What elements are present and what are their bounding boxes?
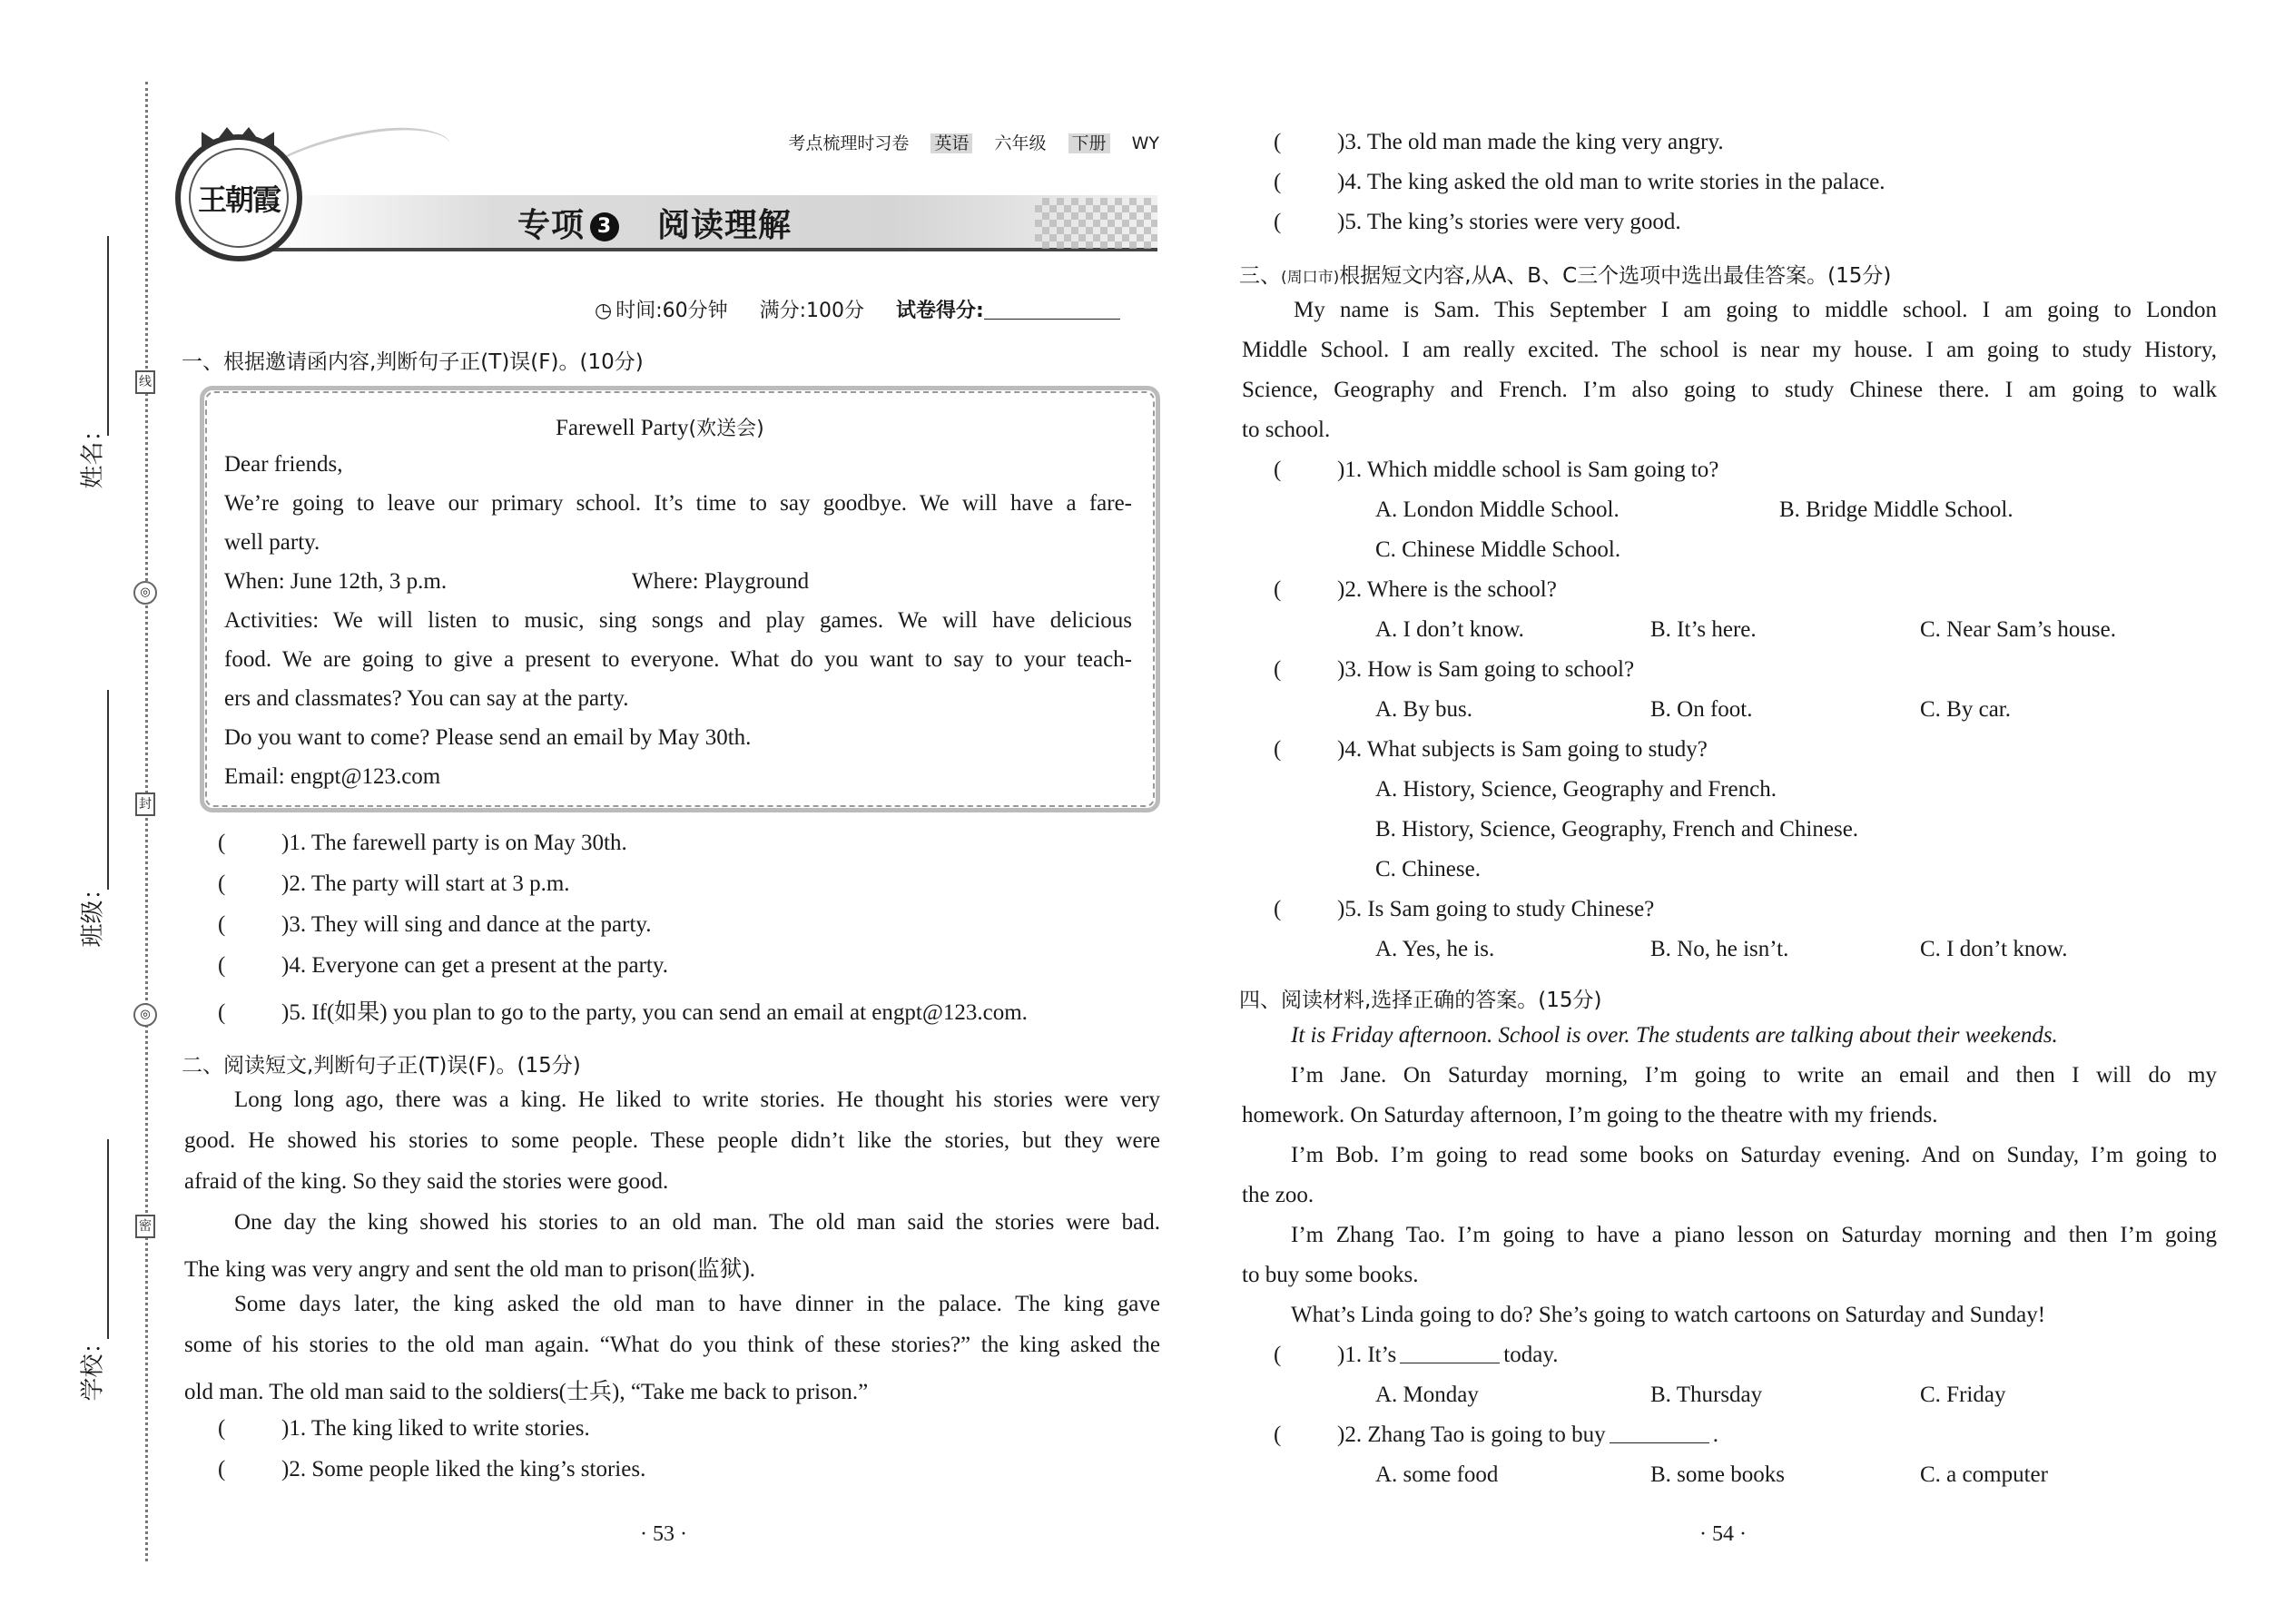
bind-mark-mi: 密 — [135, 1215, 155, 1238]
title-main: 阅读理解 — [657, 207, 793, 244]
s1-question[interactable]: ( )1. The farewell party is on May 30th. — [218, 831, 627, 855]
page-number-left: · 53 · — [640, 1522, 687, 1546]
s3-option[interactable]: A. London Middle School. — [1375, 497, 1620, 522]
s3-question[interactable]: ( )1. Which middle school is Sam going to? — [1274, 458, 1719, 482]
s2-question[interactable]: ( )4. The king asked the old man to write stories in the palace. — [1274, 170, 1885, 194]
swirl-icon: ◎ — [133, 581, 157, 605]
section2-heading: 二、阅读短文,判断句子正(T)误(F)。(15分) — [182, 1054, 581, 1078]
section4-heading: 四、阅读材料,选择正确的答案。(15分) — [1239, 989, 1602, 1012]
s3-paragraph-line: Middle School. I am really excited. The school is near my house. I am going to study History, — [1242, 338, 2217, 362]
brand-logo — [175, 134, 302, 261]
invite-line: Activities: We will listen to music, sing songs and play games. We will have delicious — [224, 608, 1132, 633]
invite-where: Where: Playground — [632, 569, 810, 594]
s2-paragraph-line: old man. The old man said to the soldiers(士兵), “Take me back to prison.” — [184, 1380, 869, 1404]
s2-paragraph-line: One day the king showed his stories to an old man. The old man said the stories were bad. — [234, 1210, 1160, 1235]
s1-question[interactable]: ( )2. The party will start at 3 p.m. — [218, 871, 570, 896]
s4-paragraph-line: homework. On Saturday afternoon, I’m going to the theatre with my friends. — [1242, 1103, 1938, 1127]
s3-paragraph-line: to school. — [1242, 418, 1331, 442]
s4-option[interactable]: B. Thursday — [1650, 1383, 1763, 1407]
s1-question[interactable]: ( )4. Everyone can get a present at the party. — [218, 953, 668, 978]
s4-paragraph-line: I’m Bob. I’m going to read some books on Saturday evening. And on Sunday, I’m going to — [1291, 1143, 2217, 1167]
s2-question[interactable]: ( )1. The king liked to write stories. — [218, 1416, 590, 1441]
s4-question[interactable]: ( )2. Zhang Tao is going to buy . — [1274, 1422, 1718, 1447]
s4-option[interactable]: C. Friday — [1920, 1383, 2006, 1407]
s2-paragraph-line: Some days later, the king asked the old man to have dinner in the palace. The king gave — [234, 1292, 1160, 1316]
s4-paragraph-line: I’m Jane. On Saturday morning, I’m going to write an email and then I will do my — [1291, 1063, 2217, 1088]
logo-text: 王朝霞 — [189, 148, 289, 248]
s3-question[interactable]: ( )3. How is Sam going to school? — [1274, 657, 1635, 682]
title-number: 3 — [590, 212, 619, 241]
s4-option[interactable]: B. some books — [1650, 1462, 1785, 1487]
s3-question[interactable]: ( )5. Is Sam going to study Chinese? — [1274, 897, 1655, 921]
s3-option[interactable]: B. On foot. — [1650, 697, 1753, 722]
edition: WY — [1131, 133, 1159, 153]
banner-checker-pattern — [1035, 198, 1157, 249]
s2-question[interactable]: ( )2. Some people liked the king’s stories. — [218, 1457, 646, 1481]
s2-paragraph-line: some of his stories to the old man again. “What do you think of these stories?” the king asked the — [184, 1333, 1160, 1357]
s3-paragraph-line: Science, Geography and French. I’m also going to study Chinese there. I am going to walk — [1242, 378, 2217, 402]
score-blank[interactable] — [984, 319, 1120, 320]
s4-intro: It is Friday afternoon. School is over. The students are talking about their weekends. — [1291, 1023, 2058, 1048]
s4-paragraph-line: I’m Zhang Tao. I’m going to have a piano lesson on Saturday morning and then I’m going — [1291, 1223, 2217, 1247]
page-number-right: · 54 · — [1699, 1522, 1747, 1546]
s2-question[interactable]: ( )5. The king’s stories were very good. — [1274, 210, 1681, 234]
subject-tag: 英语 — [930, 133, 972, 153]
school-underline — [107, 1139, 109, 1339]
score-label: 试卷得分: — [896, 300, 984, 322]
series-line — [772, 130, 1159, 154]
s4-option[interactable]: A. Monday — [1375, 1383, 1479, 1407]
s3-option[interactable]: C. Chinese Middle School. — [1375, 537, 1621, 562]
time-limit: 时间:60分钟 — [615, 300, 728, 322]
s2-paragraph-line: afraid of the king. So they said the stories were good. — [184, 1169, 669, 1194]
name-label: 姓名： — [79, 418, 107, 489]
bind-mark-feng: 封 — [135, 792, 155, 816]
s3-option[interactable]: B. Bridge Middle School. — [1779, 497, 2013, 522]
invite-when: When: June 12th, 3 p.m. — [224, 569, 448, 594]
invite-line: well party. — [224, 530, 320, 555]
s4-option[interactable]: C. a computer — [1920, 1462, 2048, 1487]
s1-question[interactable]: ( )5. If(如果) you plan to go to the party, you can send an email at engpt@123.com. — [218, 1000, 1028, 1025]
s3-paragraph-line: My name is Sam. This September I am going to middle school. I am going to London — [1294, 298, 2217, 322]
s3-option[interactable]: A. By bus. — [1375, 697, 1472, 722]
invite-email: Email: engpt@123.com — [224, 764, 441, 789]
s3-option[interactable]: B. History, Science, Geography, French and Chinese. — [1375, 817, 1859, 842]
s1-question[interactable]: ( )3. They will sing and dance at the party. — [218, 912, 652, 937]
grade: 六年级 — [994, 133, 1047, 153]
school-label: 学校： — [79, 1330, 107, 1402]
s2-paragraph-line: Long long ago, there was a king. He liked to write stories. He thought his stories were very — [234, 1088, 1160, 1112]
full-score: 满分:100分 — [759, 300, 865, 322]
s3-question[interactable]: ( )4. What subjects is Sam going to study? — [1274, 737, 1708, 762]
s2-question[interactable]: ( )3. The old man made the king very angry. — [1274, 130, 1724, 154]
invite-line: Do you want to come? Please send an email by May 30th. — [224, 725, 752, 750]
exam-meta — [595, 295, 1146, 323]
swirl-icon: ◎ — [133, 1003, 157, 1027]
section3-heading: 三、(周口市)根据短文内容,从A、B、C三个选项中选出最佳答案。(15分) — [1239, 264, 1892, 288]
s3-question[interactable]: ( )2. Where is the school? — [1274, 577, 1557, 602]
invite-line: We’re going to leave our primary school. It’s time to say goodbye. We will have a fare- — [224, 491, 1132, 516]
invite-line: food. We are going to give a present to everyone. What do you want to say to your teach- — [224, 647, 1132, 672]
series-name: 考点梳理时习卷 — [788, 133, 910, 153]
page-title — [517, 200, 792, 246]
name-underline — [107, 236, 109, 436]
s4-question[interactable]: ( )1. It’s today. — [1274, 1343, 1559, 1367]
s3-option[interactable]: C. I don’t know. — [1920, 937, 2068, 961]
s4-paragraph-line: the zoo. — [1242, 1183, 1314, 1207]
bind-mark-xian: 线 — [135, 370, 155, 394]
clock-icon: ◷ — [595, 300, 613, 322]
invite-title: Farewell Party(欢送会) — [556, 416, 764, 440]
s4-paragraph-line: to buy some books. — [1242, 1263, 1419, 1287]
invite-greeting: Dear friends, — [224, 452, 343, 477]
s3-option[interactable]: C. By car. — [1920, 697, 2011, 722]
s4-option[interactable]: A. some food — [1375, 1462, 1499, 1487]
term-tag: 下册 — [1068, 133, 1110, 153]
cut-line — [145, 82, 148, 1561]
answer-blank — [1610, 1442, 1709, 1443]
class-underline — [107, 690, 109, 890]
s3-option[interactable]: C. Near Sam’s house. — [1920, 617, 2116, 642]
s4-paragraph-line: What’s Linda going to do? She’s going to watch cartoons on Saturday and Sunday! — [1291, 1303, 2046, 1327]
s3-option[interactable]: A. History, Science, Geography and French. — [1375, 777, 1777, 802]
s2-paragraph-line: good. He showed his stories to some people. These people didn’t like the stories, but they were — [184, 1128, 1160, 1153]
section1-heading: 一、根据邀请函内容,判断句子正(T)误(F)。(10分) — [182, 350, 644, 374]
s3-option[interactable]: A. I don’t know. — [1375, 617, 1524, 642]
class-label: 班级： — [79, 876, 107, 948]
s2-paragraph-line: The king was very angry and sent the old man to prison(监狱). — [184, 1257, 756, 1282]
title-prefix: 专项 — [517, 207, 586, 244]
binding-strip — [0, 0, 182, 1624]
s3-option[interactable]: A. Yes, he is. — [1375, 937, 1495, 961]
s3-option[interactable]: C. Chinese. — [1375, 857, 1481, 881]
invite-line: ers and classmates? You can say at the party. — [224, 686, 629, 711]
s3-option[interactable]: B. It’s here. — [1650, 617, 1757, 642]
s3-option[interactable]: B. No, he isn’t. — [1650, 937, 1789, 961]
